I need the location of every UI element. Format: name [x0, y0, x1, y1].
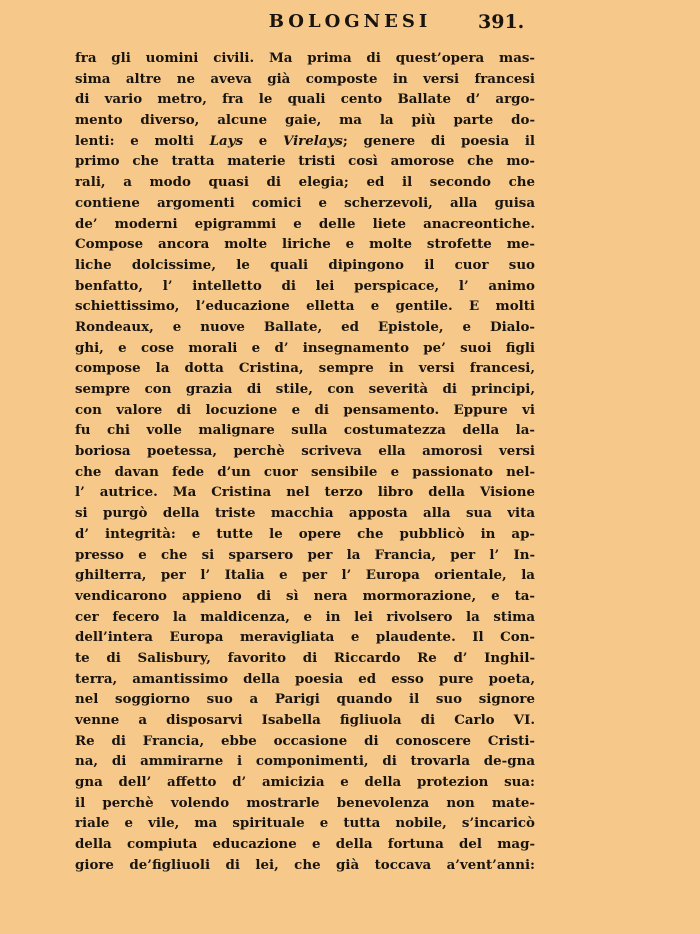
text-line: lenti: e molti Lays e Virelays; genere di poesia il	[75, 132, 535, 149]
text-line: rali, a modo quasi di elegia; ed il secondo che	[75, 174, 535, 191]
text-line: dell’intera Europa meravigliata e plaudente. Il Con-	[75, 629, 535, 646]
running-header-title: BOLOGNESI	[268, 11, 432, 32]
text-line: che davan fede d’un cuor sensibile e passionato nel-	[75, 463, 535, 480]
text-line: Rondeaux, e nuove Ballate, ed Epistole, e Dialo-	[75, 318, 535, 335]
text-line: il perchè volendo mostrarle benevolenza non mate-	[75, 794, 535, 811]
text-line: sima altre ne aveva già composte in versi francesi	[75, 70, 535, 87]
text-line: presso e che si sparsero per la Francia, per l’ In-	[75, 546, 535, 563]
text-line: nel soggiorno suo a Parigi quando il suo signore	[75, 691, 535, 708]
text-line: compose la dotta Cristina, sempre in versi francesi,	[75, 360, 535, 377]
text-line: con valore di locuzione e di pensamento. Eppure vi	[75, 401, 535, 418]
page-number: 391.	[478, 11, 525, 33]
text-line: ghilterra, per l’ Italia e per l’ Europa orientale, la	[75, 567, 535, 584]
text-line: vendicarono appieno di sì nera mormorazione, e ta-	[75, 587, 535, 604]
text-line: schiettissimo, l’educazione elletta e gentile. E molti	[75, 298, 535, 315]
text-line: l’ autrice. Ma Cristina nel terzo libro della Visione	[75, 484, 535, 501]
text-line: terra, amantissimo della poesia ed esso pure poeta,	[75, 670, 535, 687]
text-line: de’ moderni epigrammi e delle liete anacreontiche.	[75, 215, 535, 232]
text-line: primo che tratta materie tristi così amorose che mo-	[75, 153, 535, 170]
text-line: giore de’figliuoli di lei, che già toccava a’vent’anni:	[75, 856, 535, 873]
text-line: boriosa poetessa, perchè scriveva ella amorosi versi	[75, 443, 535, 460]
text-line: d’ integrità: e tutte le opere che pubblicò in ap-	[75, 525, 535, 542]
text-line: liche dolcissime, le quali dipingono il cuor suo	[75, 256, 535, 273]
text-line: cer fecero la maldicenza, e in lei rivolsero la stima	[75, 608, 535, 625]
body-paragraph	[75, 48, 535, 876]
text-line: benfatto, l’ intelletto di lei perspicace, l’ animo	[75, 277, 535, 294]
text-line: fu chi volle malignare sulla costumatezza della la-	[75, 422, 535, 439]
text-line: gna dell’ affetto d’ amicizia e della protezion sua:	[75, 774, 535, 791]
text-line: di vario metro, fra le quali cento Ballate d’ argo-	[75, 91, 535, 108]
text-line: venne a disposarvi Isabella figliuola di Carlo VI.	[75, 712, 535, 728]
text-line: Compose ancora molte liriche e molte strofette me-	[75, 236, 535, 253]
text-line: si purgò della triste macchia apposta alla sua vita	[75, 505, 535, 522]
text-line: fra gli uomini civili. Ma prima di quest’opera mas-	[75, 50, 535, 66]
text-line: mento diverso, alcune gaie, ma la più parte do-	[75, 112, 535, 129]
text-line: Re di Francia, ebbe occasione di conoscere Cristi-	[75, 732, 535, 749]
text-line: te di Salisbury, favorito di Riccardo Re d’ Inghil-	[75, 649, 535, 666]
text-line: ghi, e cose morali e d’ insegnamento pe’ suoi figli	[75, 339, 535, 356]
text-line: della compiuta educazione e della fortuna del mag-	[75, 836, 535, 853]
text-line: na, di ammirarne i componimenti, di trovarla de-gna	[75, 753, 535, 770]
text-line: riale e vile, ma spirituale e tutta nobile, s’incaricò	[75, 815, 535, 832]
text-line: sempre con grazia di stile, con severità di principi,	[75, 381, 535, 397]
text-line: contiene argomenti comici e scherzevoli, alla guisa	[75, 194, 535, 211]
